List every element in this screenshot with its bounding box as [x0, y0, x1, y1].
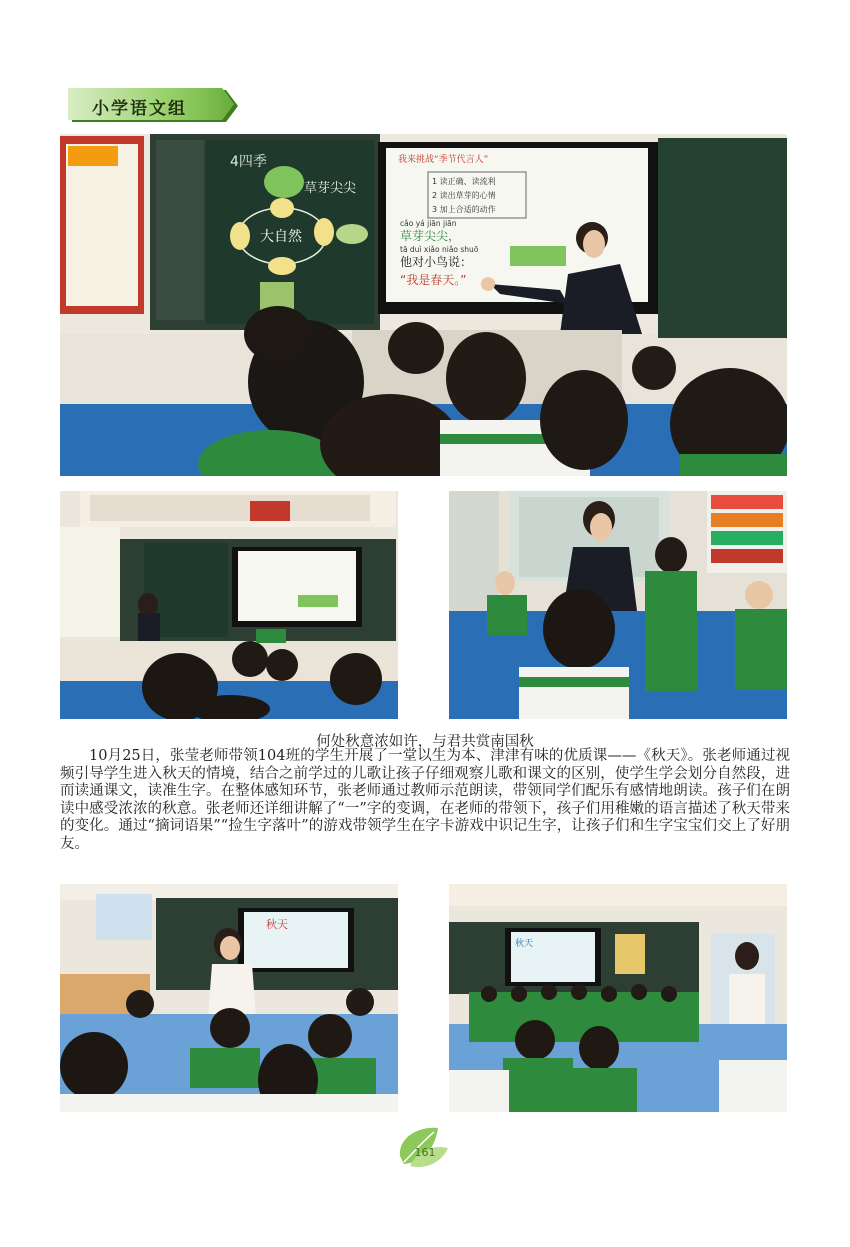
- page-number: 161: [414, 1146, 436, 1159]
- article-caption: 何处秋意浓如许，与君共赏南国秋: [316, 734, 534, 750]
- bottom-left-screen-title: 秋天: [266, 918, 288, 931]
- screen-row-1: 1 读正确、读流利: [432, 177, 496, 186]
- screen-row-2: 2 读出草芽的心情: [432, 191, 496, 200]
- screen-pinyin-2: tā duì xiǎo niǎo shuō: [400, 245, 479, 254]
- page-number-badge: [392, 1122, 452, 1174]
- screen-line-3: “我是春天。”: [400, 273, 467, 287]
- bottom-right-screen-title: 秋天: [515, 939, 534, 949]
- photo-classroom-wide: [60, 491, 398, 719]
- section-tag-label: 小学语文组: [92, 99, 187, 119]
- photo-teacher-lecture: [60, 884, 398, 1112]
- board-word-2: 大自然: [260, 229, 302, 245]
- screen-row-3: 3 加上合适的动作: [432, 205, 496, 214]
- photo-teacher-interview: [449, 491, 787, 719]
- screen-line-2: 他对小鸟说：: [400, 255, 473, 269]
- screen-heading: 我来挑战“季节代言人”: [398, 155, 489, 165]
- board-word-1: 草芽尖尖: [304, 181, 357, 196]
- section-tag: [68, 88, 240, 124]
- photo-class-game: [449, 884, 787, 1112]
- board-title: 4四季: [230, 154, 267, 170]
- photo-classroom-main: [60, 134, 787, 476]
- screen-pinyin-1: cǎo yá jiān jiān: [400, 219, 457, 228]
- screen-line-1: 草芽尖尖，: [400, 229, 461, 243]
- article-body: 10月25日，张莹老师带领104班的学生开展了一堂以生为本、津津有味的优质课——《秋天》。张老师通过视频引导学生进入秋天的情境，结合之前学过的儿歌让孩子仔细观察儿歌和课文的区别，使学生学会划分自然段，进而读通课文，读准生字。在整体感知环节，张老师通过教师示范朗读，带领同学们配乐有感情地朗读。孩子们在朗读中感受浓浓的秋意。张老师还详细讲解了“一”字的变调，在老师的带领下，孩子们用稚嫩的语言描述了秋天带来的变化。通过“摘词语果”“捡生字落叶”的游戏带领学生在字卡游戏中识记生字，让孩子们和生字宝宝们交上了好朋友。: [60, 748, 790, 852]
